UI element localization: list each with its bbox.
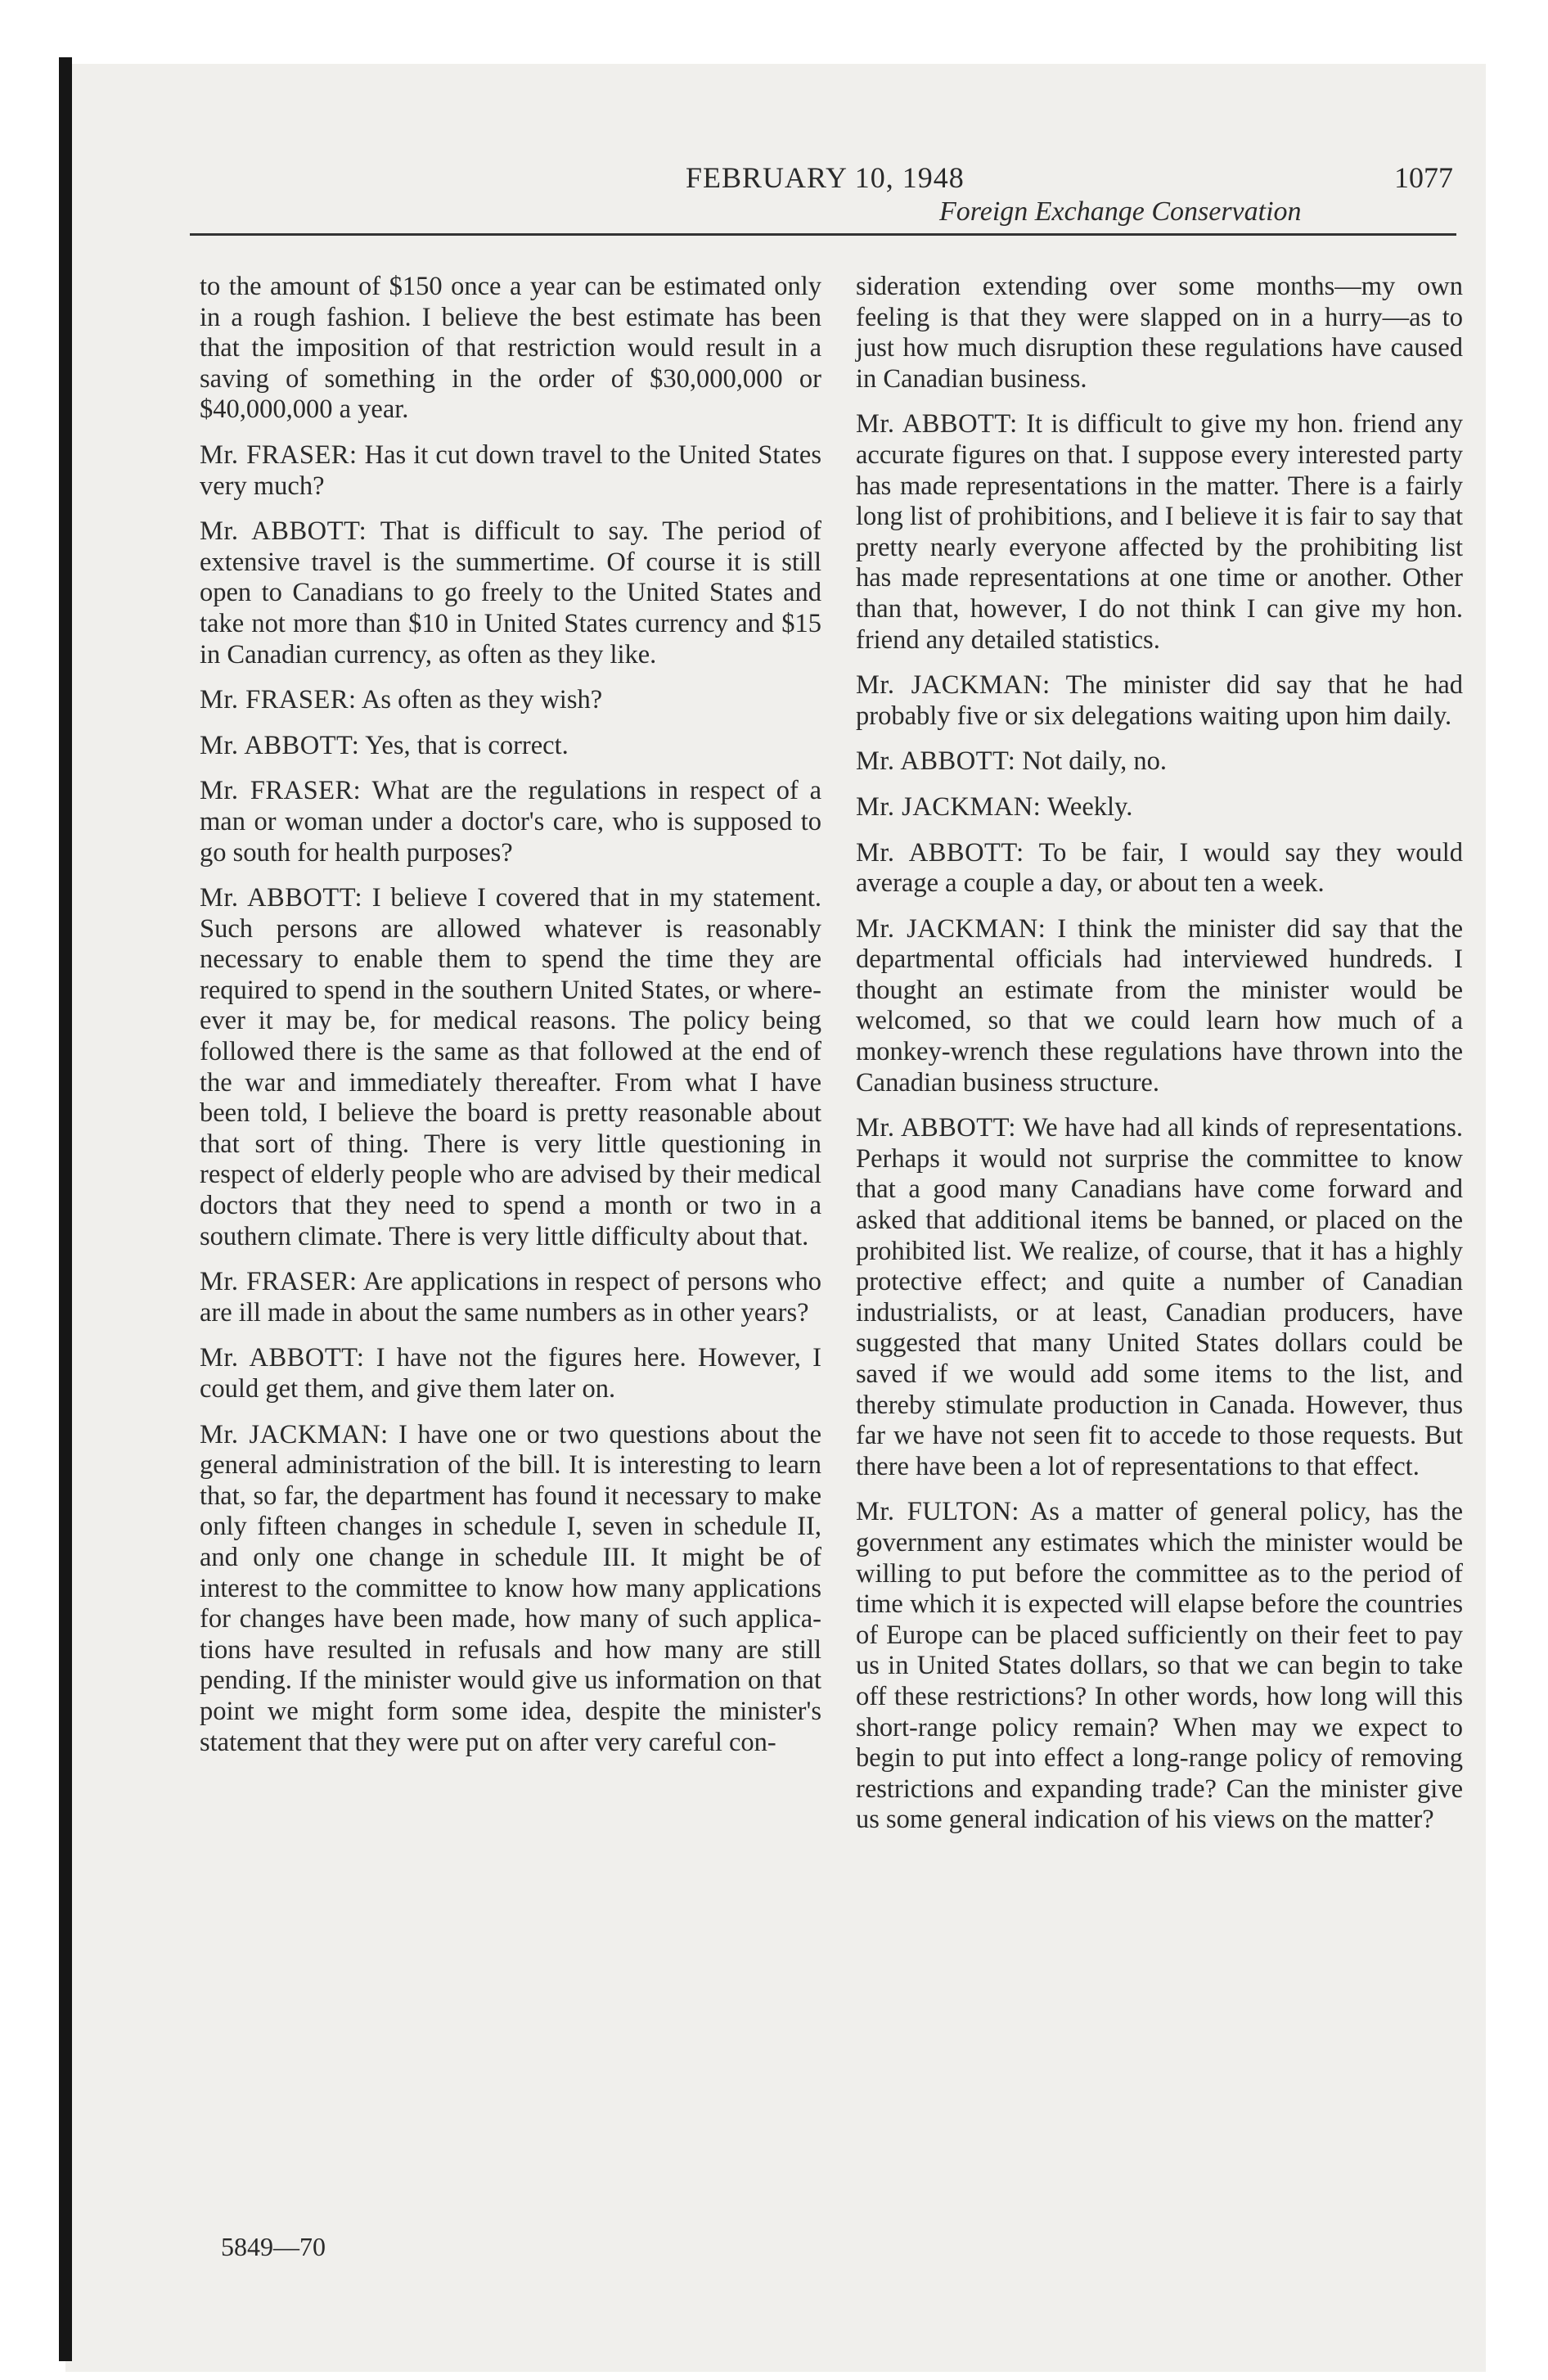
speaker: Mr. FRASER: (200, 776, 362, 806)
paragraph (856, 838, 1463, 899)
paragraph (200, 516, 821, 670)
speech-text: I have one or two questions about the general administration of the bill. It is interesting to learn that, so far, the department has found it necessary to make only fifteen changes in schedule I, seven in schedule II, and only one change in schedule III. It might be of interest to the committee to know how many applications for changes have been made, how many of such applications have resulted in refusals and how many are still pending. If the minister would give us information on that point we might form some idea, despite the minister's statement that they were put on after very careful con- (200, 1419, 822, 1757)
paragraph (200, 883, 821, 1252)
scan-edge-bar (59, 57, 72, 2361)
paragraph (856, 670, 1463, 732)
paragraph (200, 1420, 821, 1759)
speech-text: I believe I covered that in my statement. Such persons are allowed whatever is reasonably necessary to enable them to spend the time they are required to spend in the southern United States, or whereever it may be, for medical reasons. The policy being followed there is the same as that followed at the end of the war and immediately thereafter. From what I have been told, I believe the board is pretty reasonable about that sort of thing. There is very little questioning in respect of elderly people who are advised by their medical doctors that they need to spend a month or two in a southern climate. There is very little difficulty about that. (200, 883, 821, 1251)
paragraph (200, 776, 821, 868)
speech-text: It is difficult to give my hon. friend any accurate figures on that. I suppose every interested party has made representations in the matter. There is a fairly long list of prohibitions, and I believe it is fair to say that pretty nearly everyone affected by the prohibiting list has made representations at one time or another. Other than that, however, I do not think I can give my hon. friend any detailed statistics. (856, 409, 1464, 655)
speech-text: The minister did say that he had probably five or six delegations waiting upon him daily. (856, 670, 1464, 731)
speech-text: Are applications in respect of persons who are ill made in about the same numbers as in other years? (200, 1267, 821, 1327)
speech-text: sideration extending over some months—my own feeling is that they were slapped on in a hurry—as to just how much disruption these regulations have caused in Canadian business. (856, 272, 1463, 394)
speaker: Mr. JACKMAN: (200, 1419, 389, 1449)
paragraph (200, 685, 821, 716)
speaker: Mr. ABBOTT: (200, 730, 360, 760)
speech-text: Weekly. (1046, 791, 1133, 822)
paragraph (200, 731, 821, 762)
speaker: Mr. JACKMAN: (856, 791, 1042, 822)
paragraph (856, 409, 1463, 656)
paragraph (856, 272, 1463, 394)
speaker: Mr. JACKMAN: (856, 670, 1051, 701)
speech-text: What are the regulations in respect of a man or woman under a doctor's care, who is supposed to go south for health purposes? (200, 776, 821, 868)
paragraph (856, 746, 1463, 778)
speech-text: I think the minister did say that the departmental officials had interviewed hundreds. I thought an estimate from the minister would be welcomed, so that we could learn how much of a monkey-wrench these regulations have thrown into the Canadian business structure. (856, 913, 1463, 1098)
speaker: Mr. ABBOTT: (200, 1343, 365, 1373)
speech-text: Yes, that is correct. (365, 730, 569, 760)
paragraph (856, 1497, 1463, 1836)
speaker: Mr. ABBOTT: (200, 516, 367, 547)
speech-text: We have had all kinds of representations. Perhaps it would not surprise the committee to know that a good many Canadians have come forward and asked that additional items be banned, or placed on the prohibited list. We realize, of course, that it has a highly protective effect; and quite a number of Canadian industrialists, or at least, Canadian producers, have suggested that many United States dollars could be saved if we would add some items to the list, and thereby stimulate production in Canada. However, thus far we have not seen fit to accede to those requests. But there have been a lot of representations to that effect. (856, 1113, 1463, 1481)
paragraph (200, 272, 821, 426)
speaker: Mr. FRASER: (200, 685, 357, 715)
speaker: Mr. ABBOTT: (856, 746, 1016, 777)
paragraph (856, 1113, 1463, 1482)
footer-code: 5849—70 (221, 2232, 326, 2261)
speaker: Mr. ABBOTT: (856, 409, 1018, 439)
speech-text: As often as they wish? (361, 685, 603, 715)
header-subject: Foreign Exchange Conservation (939, 196, 1302, 227)
speech-text: Has it cut down travel to the United States very much? (200, 439, 821, 501)
speaker: Mr. ABBOTT: (856, 837, 1024, 868)
paragraph (200, 1343, 821, 1404)
speaker: Mr. FULTON: (856, 1497, 1019, 1527)
speaker: Mr. FRASER: (200, 439, 358, 470)
paragraph (856, 792, 1463, 823)
speech-text: I have not the figures here. However, I could get them, and give them later on. (200, 1343, 822, 1404)
speech-text: That is difficult to say. The period of extensive travel is the summertime. Of course it is still open to Canadians to go freely to the United States and take not more than $10 in United States currency and $15 in Canadian currency, as often as they like. (200, 516, 821, 669)
speaker: Mr. ABBOTT: (856, 1113, 1016, 1143)
speaker: Mr. FRASER: (200, 1267, 358, 1297)
right-column (856, 272, 1463, 1850)
speaker: Mr. JACKMAN: (856, 913, 1046, 944)
speech-text: To be fair, I would say they would average a couple a day, or about ten a week. (856, 837, 1463, 899)
page-number: 1077 (1394, 161, 1453, 194)
speech-text: Not daily, no. (1022, 746, 1168, 777)
speech-text: As a matter of general policy, has the government any estimates which the minister would be willing to put before the committee as to the period of time which it is expected will elapse before the countries of Europe can be placed sufficiently on their feet to pay us in United States dollars, so that we can begin to take off these restrictions? In other words, how long will this short-range policy remain? When may we expect to begin to put into effect a long-range policy of removing restrictions and expanding trade? Can the minister give us some general indication of his views on the matter? (856, 1497, 1463, 1835)
paragraph (856, 914, 1463, 1099)
speech-text: to the amount of $150 once a year can be estimated only in a rough fashion. I believe the best estimate has been that the imposition of that restriction would result in a saving of something in the order of $30,000,000 or $40,000,000 a year. (200, 272, 821, 425)
header-date: FEBRUARY 10, 1948 (686, 161, 965, 194)
left-column (200, 272, 821, 1773)
speaker: Mr. ABBOTT: (200, 883, 362, 913)
header-rule (190, 233, 1456, 236)
paragraph (200, 440, 821, 502)
paragraph (200, 1267, 821, 1328)
